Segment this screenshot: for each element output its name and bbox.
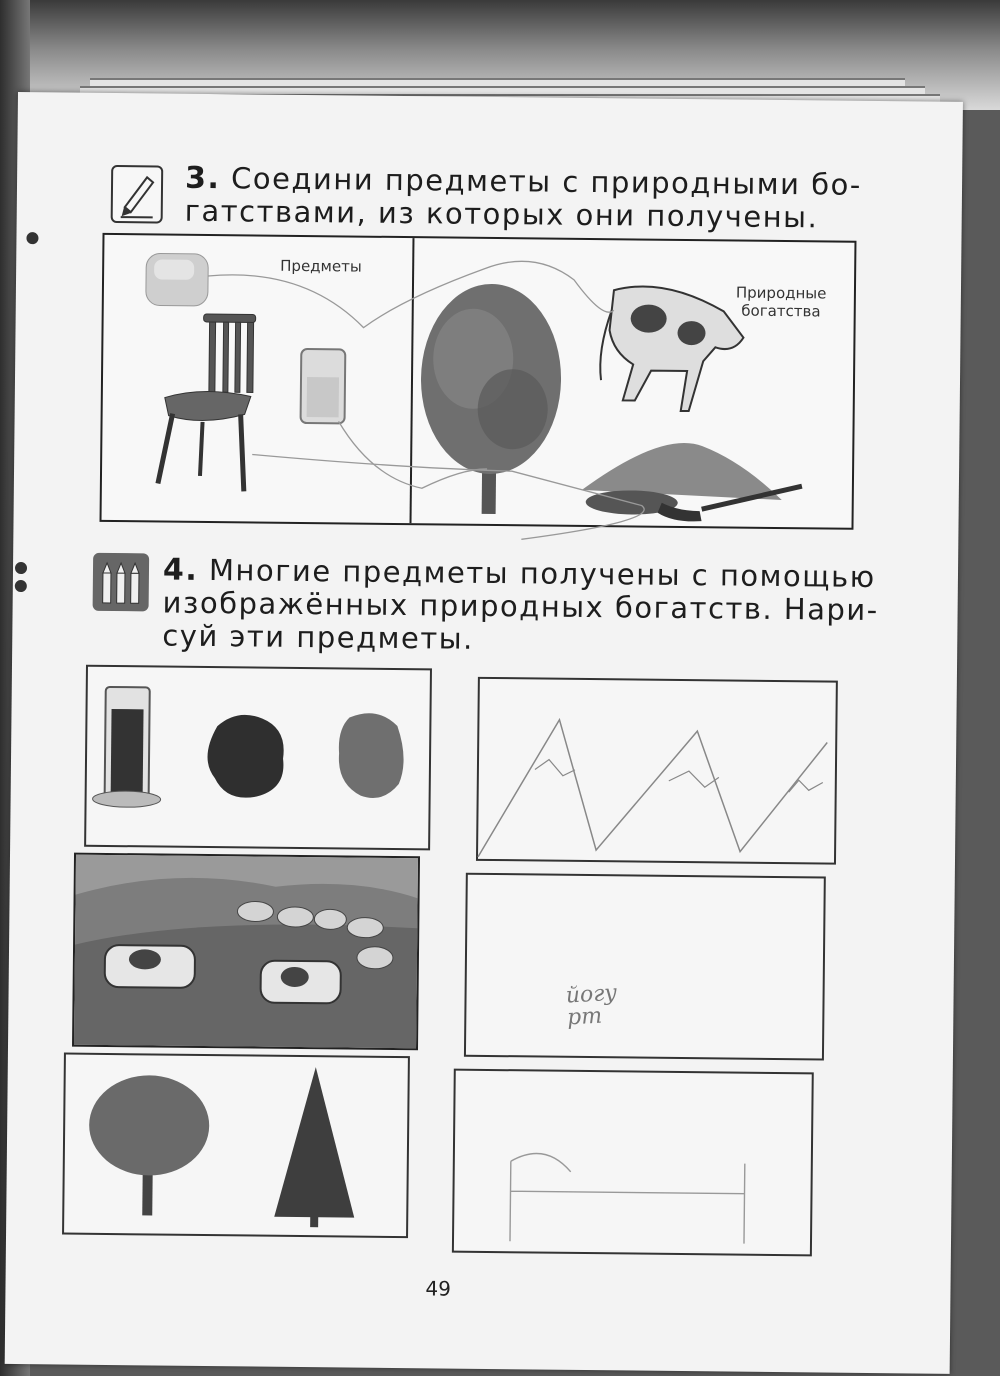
child-drawing-mountains — [478, 679, 836, 863]
drawing-box-2 — [464, 873, 826, 1061]
sand-pile-image — [582, 442, 803, 523]
cow-image — [600, 286, 744, 412]
page-number: 49 — [425, 1276, 452, 1301]
wool-ball-image — [146, 253, 209, 306]
task3-text — [185, 162, 906, 236]
fir-tree-image — [274, 1067, 356, 1228]
task4-text — [162, 554, 883, 661]
coal-image — [207, 714, 284, 798]
picture-box-pasture — [72, 853, 420, 1051]
label-resources-line2: богатства — [741, 301, 821, 321]
child-drawing-bed — [454, 1071, 812, 1255]
picture-box-oil-coal-ore — [84, 665, 432, 851]
chair-image — [158, 313, 256, 491]
glass-image — [301, 349, 346, 423]
task4-line2: изображённых природных богатств. Нари- — [162, 585, 879, 628]
binding-hole — [15, 580, 27, 592]
child-handwriting — [565, 980, 619, 1031]
drawing-box-1 — [476, 677, 838, 865]
deciduous-tree-image — [88, 1075, 209, 1216]
task4-number: 4. — [162, 552, 199, 588]
binding-hole — [15, 562, 27, 574]
task3-line2: гатствами, из которых они получены. — [184, 193, 819, 235]
handwriting-line1: йогу — [565, 980, 618, 1009]
handwriting-line2: рт — [566, 1003, 603, 1031]
task4-line3: суй эти предметы. — [162, 618, 475, 656]
task3-line1: Соедини предметы с природными бо- — [230, 161, 862, 202]
task4-line1: Многие предметы получены с помощью — [208, 553, 876, 595]
ore-image — [338, 713, 404, 798]
label-resources-line1: Природные — [735, 283, 827, 303]
task3-matching-frame — [100, 233, 857, 530]
drawing-box-3 — [452, 1069, 814, 1257]
task3-illustrations — [102, 235, 855, 528]
oil-glass-image — [93, 687, 162, 808]
pencils-icon — [93, 553, 150, 612]
binding-hole — [26, 232, 38, 244]
picture-box-trees — [62, 1053, 410, 1239]
task3-number: 3. — [184, 160, 221, 197]
pencil-icon — [111, 165, 164, 224]
label-items: Предметы — [280, 256, 362, 276]
workbook-page — [5, 92, 963, 1374]
